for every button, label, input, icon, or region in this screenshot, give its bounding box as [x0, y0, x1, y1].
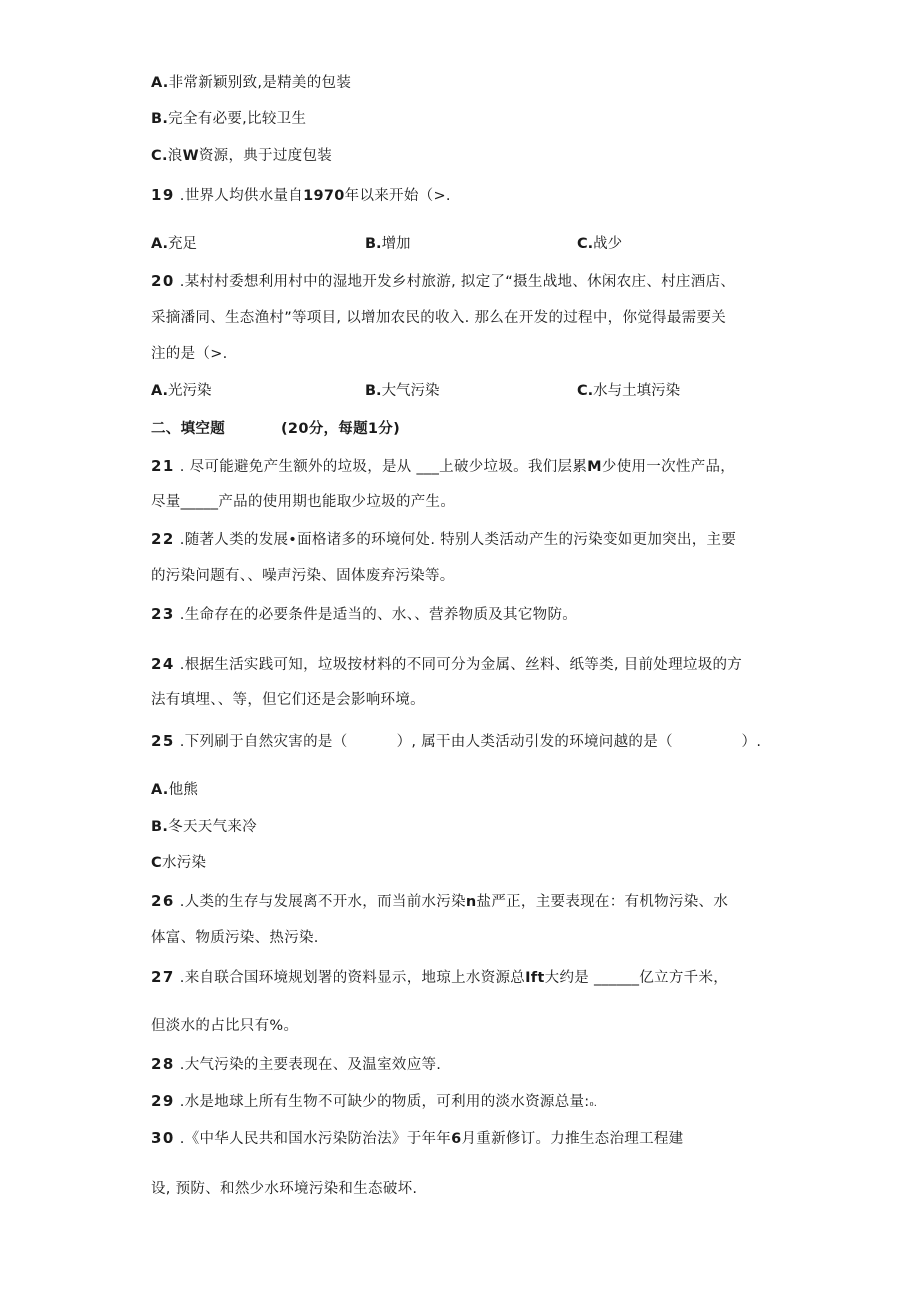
q25-option-a: A.他熊	[151, 782, 199, 798]
q22-line-2: 的污染问题有、、噪声污染、固体废弃污染等。	[151, 568, 455, 584]
q20-option-c: C.水与土填污染	[577, 383, 681, 399]
q19-question: 19 .世界人均供水量自1970年以来开始（>.	[151, 186, 451, 204]
section-heading: 二、填空题 (20分，每题1分)	[151, 421, 401, 437]
q21-line-2: 尽量_____产品的使用期也能取少垃圾的产生。	[151, 494, 456, 510]
q27-line-2: 但淡水的占比只有%。	[151, 1018, 299, 1034]
q24-line-1: 24 .根据生活实践可知，垃圾按材料的不同可分为金属、丝料、纸等类, 目前处理垃圾的方	[151, 655, 743, 673]
q21-line-1: 21 . 尽可能避免产生额外的垃圾，是从 ___上破少垃圾。我们层累M少使用一次性产品，	[151, 457, 736, 475]
q26-line-2: 体富、物质污染、热污染.	[151, 930, 319, 946]
q23-question: 23 .生命存在的必要条件是适当的、水、、营养物质及其它物防。	[151, 605, 578, 623]
q18-option-a: A.非常新颖别致,是精美的包装	[151, 75, 352, 91]
q27-line-1: 27 .来自联合国环境规划署的资料显示，地琼上水资源总Ift大约是 ______亿立方千米，	[151, 968, 729, 986]
q25-option-c: C水污染	[151, 855, 207, 871]
q26-line-1: 26 .人类的生存与发展离不开水，而当前水污染n盐严正，主要表现在：有机物污染、水	[151, 892, 729, 910]
q19-option-b: B.增加	[365, 236, 411, 252]
q20-option-b: B.大气污染	[365, 383, 440, 399]
q29-question: 29 .水是地球上所有生物不可缺少的物质，可利用的淡水资源总量:₀.	[151, 1092, 598, 1110]
q24-line-2: 法有填埋、、等，但它们还是会影响环境。	[151, 692, 425, 708]
q18-option-c: C.浪W资源，典于过度包装	[151, 148, 333, 164]
q25-question: 25 .下列刷于自然灾害的是（ ）, 属干由人类活动引发的环境问越的是（ ）.	[151, 732, 762, 750]
q30-line-2: 设, 预防、和然少水环境污染和生态破坏.	[151, 1181, 418, 1197]
q20-line-2: 采摘潘同、生态渔村”等项目, 以增加农民的收入. 那么在开发的过程中，你觉得最需要关	[151, 310, 727, 326]
q30-line-1: 30 .《中华人民共和国水污染防治法》于年年6月重新修订。力推生态治理工程建	[151, 1129, 684, 1147]
q28-question: 28 .大气污染的主要表现在、及温室效应等.	[151, 1055, 442, 1073]
q19-option-c: C.战少	[577, 236, 623, 252]
q19-option-a: A.充足	[151, 236, 197, 252]
q18-option-b: B.完全有必要,比较卫生	[151, 111, 307, 127]
q25-option-b: B.冬天天气来冷	[151, 819, 257, 835]
q20-option-a: A.光污染	[151, 383, 212, 399]
q20-line-3: 注的是（>.	[151, 346, 228, 362]
q20-line-1: 20 .某村村委想利用村中的湿地开发乡村旅游, 拟定了“摄生战地、休闲农庄、村庄酒店、	[151, 272, 736, 290]
q22-line-1: 22 .随著人类的发展•面格诸多的环境何处. 特别人类活动产生的污染变如更加突出，主要	[151, 530, 737, 548]
